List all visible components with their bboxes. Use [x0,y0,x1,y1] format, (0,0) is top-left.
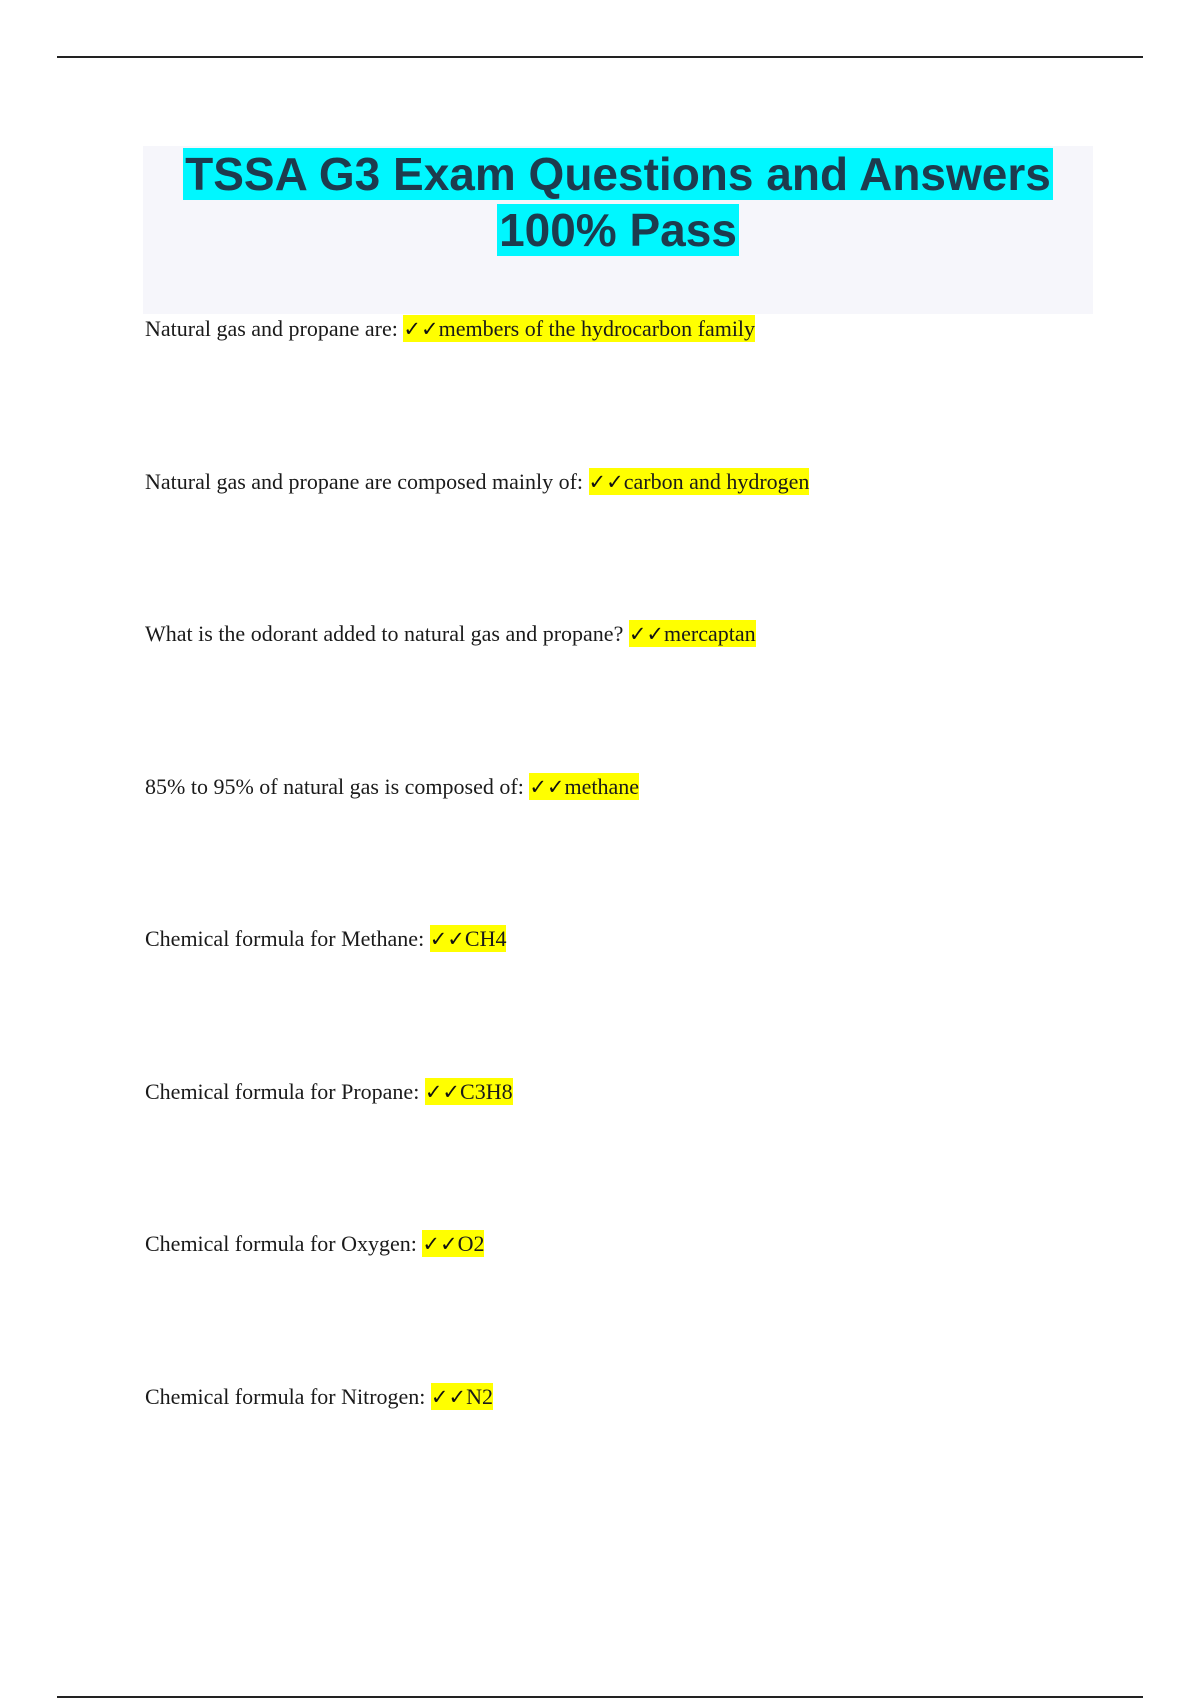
qa-item [145,1229,484,1259]
title-line-2: 100% Pass [499,204,737,256]
answer-text: O2 [457,1231,485,1256]
answer-highlight [422,1230,484,1257]
answer-text: CH4 [464,926,507,951]
double-check-icon: ✓✓ [403,317,439,341]
double-check-icon: ✓✓ [588,470,624,494]
qa-item [145,467,809,497]
double-check-icon: ✓✓ [628,622,665,646]
double-check-icon: ✓✓ [424,1080,461,1104]
answer-text: carbon and hydrogen [623,469,810,494]
question-text: Chemical formula for Nitrogen: [145,1384,431,1409]
double-check-icon: ✓✓ [529,775,565,799]
answer-highlight [425,1078,513,1105]
answer-highlight [431,1383,493,1410]
title-box [143,146,1093,314]
answer-highlight [430,925,507,952]
question-text: Chemical formula for Propane: [145,1079,425,1104]
answer-text: N2 [466,1384,494,1409]
question-text: Chemical formula for Methane: [145,926,430,951]
answer-text: members of the hydrocarbon family [438,316,756,341]
qa-item [145,1077,513,1107]
top-rule [57,56,1143,58]
answer-text: mercaptan [664,621,756,646]
answer-highlight [403,315,755,342]
double-check-icon: ✓✓ [429,927,465,951]
qa-item [145,314,755,344]
qa-item [145,1382,493,1412]
qa-item [145,619,756,649]
answer-text: C3H8 [460,1079,513,1104]
answer-text: methane [564,774,640,799]
double-check-icon: ✓✓ [422,1232,458,1256]
question-text: Natural gas and propane are composed mainly of: [145,469,589,494]
qa-item [145,772,639,802]
page-title [143,146,1093,258]
question-text: What is the odorant added to natural gas and propane? [145,621,629,646]
answer-highlight [529,773,639,800]
double-check-icon: ✓✓ [430,1385,467,1409]
title-line-1: TSSA G3 Exam Questions and Answers [185,148,1051,200]
answer-highlight [629,620,756,647]
qa-item [145,924,506,954]
bottom-rule [57,1696,1143,1698]
answer-highlight [589,468,810,495]
question-text: Natural gas and propane are: [145,316,404,341]
question-text: 85% to 95% of natural gas is composed of: [145,774,530,799]
question-text: Chemical formula for Oxygen: [145,1231,423,1256]
